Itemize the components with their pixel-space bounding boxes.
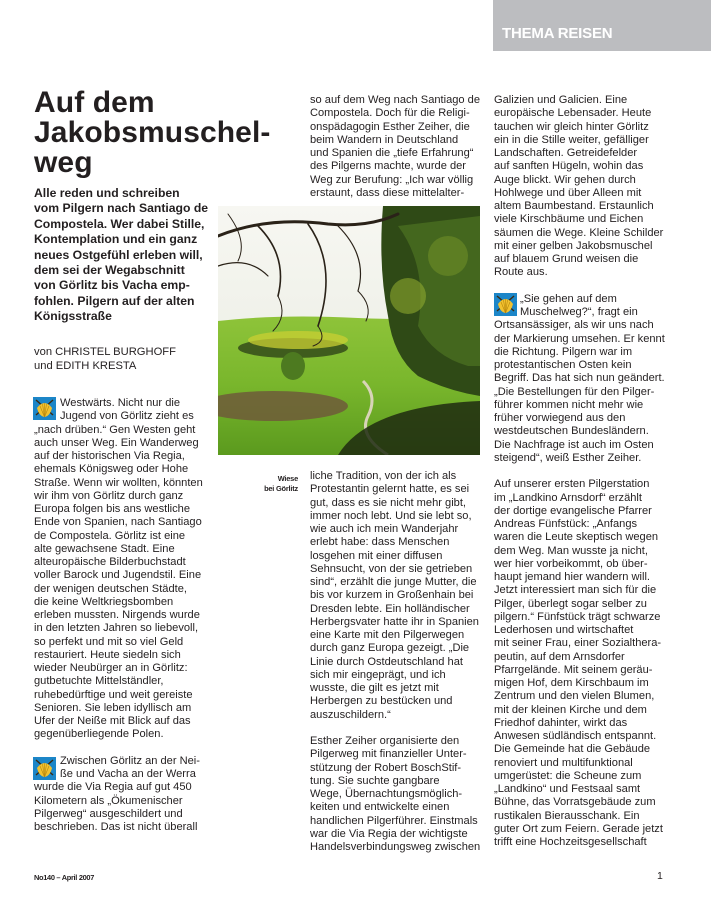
text-line: alte gewachsene Stadt. Eine — [34, 542, 175, 555]
column-2-bottom — [310, 470, 490, 854]
section-label: THEMA REISEN — [502, 25, 613, 42]
text-line: Herbergen zu bestücken und — [310, 695, 453, 708]
text-line: früher vorwiegend aus den — [494, 412, 626, 424]
column-2-top — [310, 94, 490, 200]
text-line: ehemals Königsweg oder Hohe — [34, 463, 189, 476]
text-line: durch ganz Europa gezeigt. „Die — [310, 642, 470, 655]
jakobsmuschel-icon — [33, 757, 56, 780]
jakobsmuschel-icon — [494, 293, 517, 316]
text-line: sich mir eingeprägt, und ich — [310, 668, 446, 681]
text-line: mit seiner Frau, einer Sozialthera- — [494, 637, 662, 650]
text-line: guter Ort zum Feiern. Gerade jetzt — [494, 822, 663, 835]
text-line: der wenigen deutschen Städte, — [34, 582, 187, 595]
text-line: wieder Neubürger an in Görlitz: — [34, 662, 188, 674]
text-line: Begriff. Das hat sich nun geändert. — [494, 372, 665, 385]
paragraph — [494, 478, 694, 849]
text-line: Ufer der Neiße mit Blick auf das — [34, 715, 191, 727]
text-line: mit einer gelben Jakobsmuschel — [494, 239, 653, 252]
text-line: ße und Vacha an der Werra — [60, 768, 196, 780]
text-line: Die Gemeinde hat die Gebäude — [494, 743, 651, 756]
text-line: beschrieben. Das ist nicht überall — [34, 821, 198, 833]
text-line: war die Via Regia der wichtigste — [310, 827, 468, 840]
text-line: führer kommen nicht mehr wie — [494, 398, 644, 411]
text-line: restauriert. Heute siedeln sich — [34, 648, 181, 661]
text-line: Weg zur Berufung: „Ich war völlig — [310, 173, 474, 186]
text-line: Jetzt interessiert man sich für die — [494, 584, 657, 597]
text-line: steigend“, weiß Esther Zeiher. — [494, 451, 642, 464]
caption-line: Wiese — [277, 474, 298, 483]
paragraph — [310, 735, 490, 854]
lead-line: neues Ostgefühl erleben will, — [34, 247, 203, 262]
text-line: auszuschildern.“ — [310, 708, 391, 721]
text-line: mit der kleinen Kirche und dem — [494, 703, 647, 716]
text-line: Sehnsucht, von der sie getrieben — [310, 562, 473, 575]
text-line: der Markierung umsehen. Er kennt — [494, 332, 665, 345]
text-line: Galizien und Galicien. Eine — [494, 94, 628, 106]
text-line: ein in die Stille weiter, gefälliger — [494, 133, 649, 146]
issue-label: No140 – April 2007 — [34, 873, 95, 882]
text-line: Zentrum und den vielen Blumen, — [494, 690, 655, 703]
page-number: 1 — [657, 870, 663, 882]
text-line: europäische Lebensader. Heute — [494, 107, 652, 120]
text-line: Esther Zeiher organisierte den — [310, 735, 460, 747]
text-line: Straße. Wenn wir wollten, könnten — [34, 476, 203, 489]
text-line: Jugend von Görlitz zieht es — [60, 410, 194, 423]
text-line: migen Hof, dem Kirschbaum im — [494, 677, 649, 689]
paragraph — [310, 470, 490, 722]
lead-line: Königsstraße — [34, 309, 112, 324]
text-line: wurde die Via Regia auf gut 450 — [34, 781, 192, 794]
paragraph — [494, 293, 694, 465]
text-line: der dortige evangelische Pfarrer — [494, 504, 652, 517]
lead-line: Alle reden und schreiben — [34, 186, 180, 200]
text-line: „Die Bestellungen für den Pilger- — [494, 385, 655, 398]
text-line: Die Nachfrage ist auch im Osten — [494, 438, 654, 451]
paragraph — [34, 397, 234, 742]
text-line: auf sanften Hügeln, wohin das — [494, 160, 644, 173]
text-line: so auf dem Weg nach Santiago de — [310, 94, 481, 106]
text-line: Ende von Spanien, nach Santiago — [34, 516, 202, 529]
text-line: immer noch lebt. Und sie lebt so, — [310, 509, 472, 522]
text-line: handlichen Pilgerführer. Einstmals — [310, 814, 478, 827]
text-line: trifft eine Hochzeitsgesellschaft — [494, 836, 647, 848]
text-line: wie auch ich mein Wanderjahr — [310, 523, 459, 535]
text-line: gegenüberliegende Polen. — [34, 728, 164, 741]
text-line: beim Wandern in Deutschland — [310, 133, 459, 146]
text-line: Hohlwege und über Alleen mit — [494, 186, 642, 199]
text-line: keiten und entwickelte einen — [310, 801, 450, 814]
text-line: Compostela. Doch für die Religi- — [310, 107, 470, 120]
text-line: Route aus. — [494, 266, 548, 279]
column-3 — [494, 94, 694, 849]
text-line: wir ihm von Görlitz durch ganz — [34, 489, 184, 502]
text-line: Lederhosen und wirtschaftet — [494, 624, 634, 636]
text-line: Zwischen Görlitz an der Nei- — [60, 754, 200, 767]
text-line: protestantischen Osten kein — [494, 359, 632, 371]
text-line: wusste, die gilt es jetzt mit — [310, 682, 439, 694]
text-line: wer hier vorbeikommt, ob über- — [494, 557, 648, 570]
photo-caption — [240, 474, 298, 494]
text-line: und Spanien die „tiefe Erfahrung“ — [310, 147, 474, 159]
text-line: tung. Sie suchte gangbare — [310, 774, 440, 787]
paragraph — [310, 94, 490, 200]
text-line: onspädagogin Esther Zeiher, die — [310, 120, 470, 133]
text-line: des Pilgerns machte, wurde der — [310, 160, 467, 173]
text-line: erleben mussten. Nirgends wurde — [34, 609, 200, 621]
text-line: haupt jemand hier wandern will. — [494, 571, 651, 583]
lead-line: von Görlitz bis Vacha emp- — [34, 278, 190, 293]
byline-line: von CHRISTEL BURGHOFF — [34, 346, 176, 358]
text-line: Pilgerweg mit finanzieller Unter- — [310, 748, 467, 761]
text-line: auf blauem Grund weisen die — [494, 253, 639, 265]
column-1 — [34, 397, 234, 834]
title-line: weg — [34, 146, 93, 179]
text-line: viele Kirschbäume und Eichen — [494, 213, 644, 226]
lead-line: dem sei der Wegabschnitt — [34, 263, 185, 278]
text-line: umgerüstet: die Scheune zum — [494, 769, 642, 782]
text-line: Friedhof dahinter, wirkt das — [494, 716, 628, 729]
lead-line: vom Pilgern nach Santiago de — [34, 201, 209, 216]
text-line: eine Karte mit den Pilgerwegen — [310, 629, 465, 641]
lead-line: Compostela. Wer dabei Stille, — [34, 216, 205, 231]
text-line: „nach drüben.“ Gen Westen geht — [34, 423, 196, 436]
text-line: so perfekt und mit so viel Geld — [34, 635, 184, 648]
text-line: erstaunt, dass diese mittelalter- — [310, 186, 465, 199]
text-line: bis vor kurzem in Großenhain bei — [310, 589, 474, 602]
text-line: voller Barock und Jugendstil. Eine — [34, 569, 202, 582]
text-line: Andreas Fünfstück: „Anfangs — [494, 518, 638, 530]
text-line: waren die Leute skeptisch wegen — [494, 531, 659, 544]
text-line: Pfarrgelände. Mit seinem geräu- — [494, 663, 653, 676]
text-line: de Compostela. Görlitz ist eine — [34, 529, 186, 542]
paragraph — [34, 755, 234, 835]
text-line: liche Tradition, von der ich als — [310, 470, 457, 482]
text-line: Handelsverbindungsweg zwischen — [310, 841, 481, 853]
text-line: westdeutschen Bundesländern. — [494, 425, 649, 438]
lead-line: fohlen. Pilgern auf der alten — [34, 293, 195, 308]
text-line: auch unser Weg. Ein Wanderweg — [34, 436, 199, 449]
byline-line: und EDITH KRESTA — [34, 360, 137, 373]
text-line: dem Weg. Man wusste ja nicht, — [494, 544, 648, 557]
text-line: tauchen wir gleich hinter Görlitz — [494, 120, 649, 133]
text-line: pilgern.“ Fünfstück trägt schwarze — [494, 610, 661, 623]
text-line: Anwesen südländisch entspannt. — [494, 730, 657, 742]
jakobsmuschel-icon — [33, 397, 56, 420]
text-line: Linie durch Ostdeutschland hat — [310, 655, 463, 668]
text-line: rustikalen Bierausschank. Ein — [494, 809, 640, 822]
text-line: die keine Weltkriegsbomben — [34, 595, 174, 608]
text-line: Senioren. Sie leben idyllisch am — [34, 701, 192, 714]
text-line: die Richtung. Pilgern war im — [494, 345, 633, 358]
text-line: säumen die Wege. Kleine Schilder — [494, 226, 664, 239]
text-line: stützung der Robert BoschStif- — [310, 761, 462, 774]
text-line: Kilometern als „Ökumenischer — [34, 794, 183, 807]
text-line: Dresden lebte. Ein holländischer — [310, 602, 470, 615]
text-line: altem Baumbestand. Erstaunlich — [494, 200, 654, 212]
text-line: Ortsansässiger, als wir uns nach — [494, 319, 654, 332]
text-line: Westwärts. Nicht nur die — [60, 397, 181, 409]
text-line: losgehen mit einer diffusen — [310, 549, 443, 562]
text-line: Herbergsvater hatte ihr in Spanien — [310, 615, 479, 628]
lead-line: Kontemplation und ein ganz — [34, 232, 198, 247]
text-line: Pilgerweg“ ausgeschildert und — [34, 807, 183, 820]
text-line: peutin, auf dem Arnsdorfer — [494, 650, 625, 663]
text-line: Auge blickt. Wir gehen durch — [494, 173, 636, 186]
text-line: Bühne, das Vorratsgebäude zum — [494, 796, 656, 809]
text-line: Landschaften. Getreidefelder — [494, 147, 638, 159]
text-line: Europa folgen bis ans westliche — [34, 503, 191, 515]
photo-meadow-goerlitz — [218, 206, 480, 455]
text-line: in den letzten Jahren so liebevoll, — [34, 622, 199, 635]
text-line: Auf unserer ersten Pilgerstation — [494, 478, 650, 491]
article-byline — [34, 345, 234, 373]
text-line: Muschelweg?“, fragt ein — [520, 306, 638, 318]
paragraph — [494, 94, 694, 280]
text-line: auf der historischen Via Regia, — [34, 450, 185, 462]
text-line: renoviert und multifunktional — [494, 756, 633, 769]
title-line: Auf dem — [34, 86, 155, 119]
text-line: erlebt habe: dass Menschen — [310, 536, 450, 549]
text-line: Wege, Übernachtungsmöglich- — [310, 788, 463, 800]
title-line: Jakobsmuschel- — [34, 116, 271, 149]
text-line: im „Landkino Arnsdorf“ erzählt — [494, 491, 642, 504]
text-line: ruhebedürftige und weit gereiste — [34, 688, 193, 701]
section-tab — [493, 0, 711, 51]
text-line: Protestantin gelernt hatte, es sei — [310, 483, 470, 496]
caption-line: bei Görlitz — [264, 483, 298, 493]
text-line: gut, dass es sie nicht mehr gibt, — [310, 496, 467, 509]
article-title — [34, 88, 294, 178]
text-line: sind“, erzählt die junge Mutter, die — [310, 576, 477, 588]
article-lead — [34, 186, 234, 325]
text-line: „Sie gehen auf dem — [520, 292, 617, 305]
text-line: Pilger, überlegt sogar selber zu — [494, 597, 647, 610]
text-line: „Landkino“ und Festsaal samt — [494, 783, 641, 795]
text-line: alteuropäische Bilderbuchstadt — [34, 556, 186, 568]
text-line: gutbetuchte Mittelständler, — [34, 675, 164, 688]
